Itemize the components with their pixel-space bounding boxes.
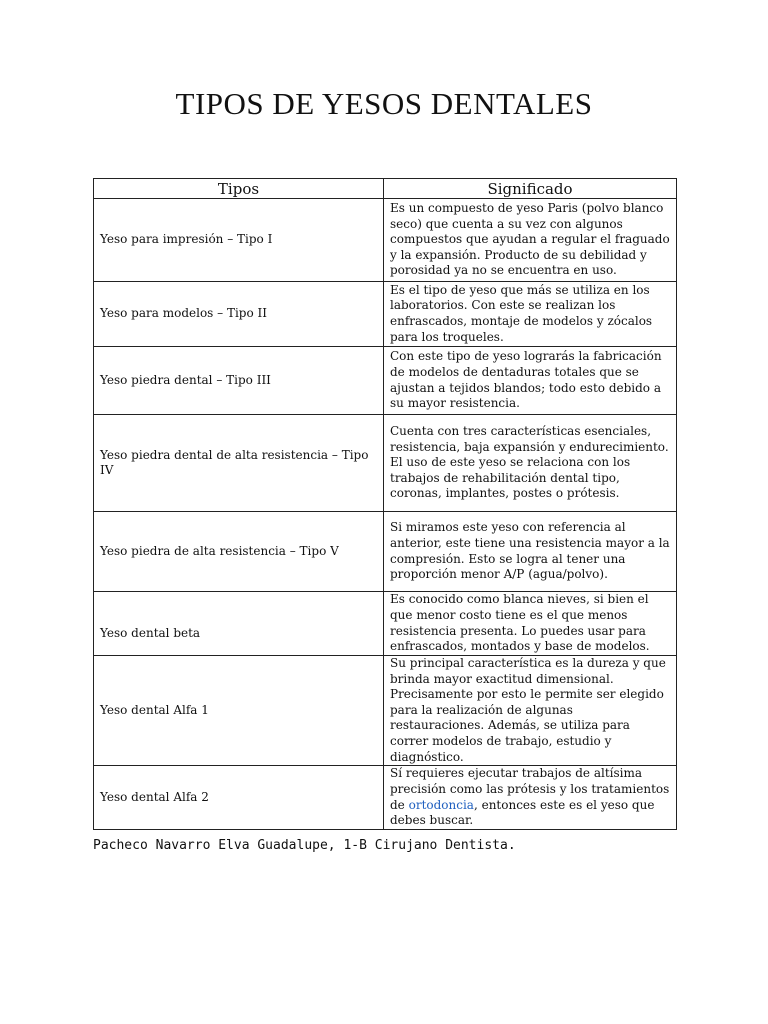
- header-significado: Significado: [384, 179, 677, 199]
- tipo-cell: Yeso piedra dental de alta resistencia – Tipo IV: [94, 415, 384, 512]
- table-row: [94, 592, 677, 656]
- ortodoncia-link[interactable]: ortodoncia: [408, 797, 474, 812]
- tipo-cell: Yeso dental Alfa 1: [94, 656, 384, 766]
- tipo-cell: Yeso para impresión – Tipo I: [94, 199, 384, 282]
- significado-cell: Cuenta con tres características esenciales, resistencia, baja expansión y endurecimiento. El uso de este yeso se relaciona con los trabajos de rehabilitación dental tipo, coronas, implantes, postes o prótesis.: [384, 415, 677, 512]
- significado-cell: Con este tipo de yeso lograrás la fabricación de modelos de dentaduras totales que se ajustan a tejidos blandos; todo esto debido a su mayor resistencia.: [384, 347, 677, 415]
- significado-cell: Es un compuesto de yeso Paris (polvo blanco seco) que cuenta a su vez con algunos compuestos que ayudan a regular el fraguado y la expansión. Producto de su debilidad y porosidad ya no se encuentra en uso.: [384, 199, 677, 282]
- significado-cell: Es el tipo de yeso que más se utiliza en los laboratorios. Con este se realizan los enfrascados, montaje de modelos y zócalos para los troqueles.: [384, 282, 677, 347]
- table-row: [94, 347, 677, 415]
- table-row: [94, 512, 677, 592]
- author-line: Pacheco Navarro Elva Guadalupe, 1-B Cirujano Dentista.: [93, 838, 516, 853]
- significado-text-end: , entonces este es el yeso que debes buscar.: [390, 797, 655, 828]
- tipo-cell: Yeso dental Alfa 2: [94, 766, 384, 830]
- table-row: [94, 199, 677, 282]
- significado-cell: [384, 766, 677, 830]
- significado-cell: Si miramos este yeso con referencia al anterior, este tiene una resistencia mayor a la compresión. Esto se logra al tener una proporción menor A/P (agua/polvo).: [384, 512, 677, 592]
- table-header-row: [94, 179, 677, 199]
- significado-cell: Es conocido como blanca nieves, si bien el que menor costo tiene es el que menos resistencia presenta. Lo puedes usar para enfrascados, montados y base de modelos.: [384, 592, 677, 656]
- yesos-table: [93, 178, 677, 830]
- table-row: [94, 656, 677, 766]
- document-title: TIPOS DE YESOS DENTALES: [175, 86, 593, 121]
- tipo-cell: Yeso dental beta: [94, 592, 384, 656]
- header-tipos: Tipos: [94, 179, 384, 199]
- table-row: [94, 766, 677, 830]
- significado-cell: Su principal característica es la dureza y que brinda mayor exactitud dimensional. Precisamente por esto le permite ser elegido para la realización de algunas restauraciones. Además, se utiliza para correr modelos de trabajo, estudio y diagnóstico.: [384, 656, 677, 766]
- table-row: [94, 415, 677, 512]
- tipo-cell: Yeso para modelos – Tipo II: [94, 282, 384, 347]
- tipo-cell: Yeso piedra de alta resistencia – Tipo V: [94, 512, 384, 592]
- table-row: [94, 282, 677, 347]
- significado-text: Sí requieres ejecutar trabajos de altísima precisión como las prótesis y los tratamientos de: [390, 766, 670, 812]
- tipo-cell: Yeso piedra dental – Tipo III: [94, 347, 384, 415]
